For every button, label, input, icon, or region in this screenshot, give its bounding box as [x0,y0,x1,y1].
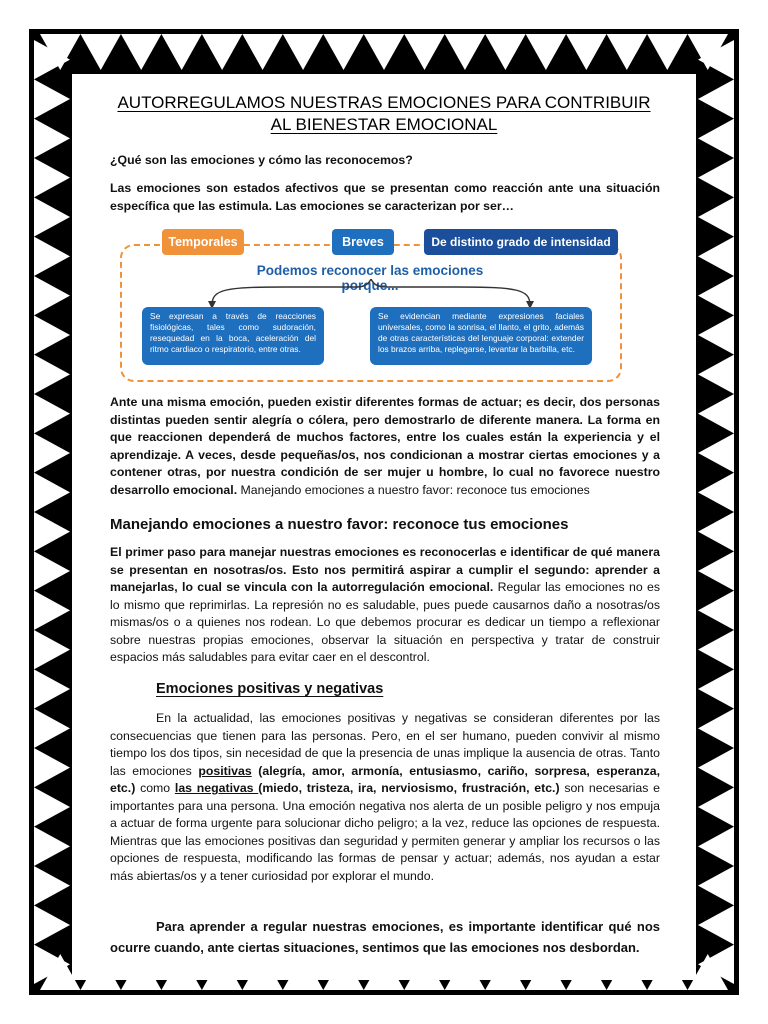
paragraph-actuar-tail: Manejando emociones a nuestro favor: reconoce tus emociones [237,482,590,497]
p3-positivas-list: (alegría, amor, armonía, entusiasmo, cariño, sorpresa, esperanza, etc.) [110,763,660,795]
p3-part-a: En la actualidad, las emociones positivas y negativas se consideran diferentes por las consecuencias que tienen para las personas. Pero, en el ser humano, pueden convivir al mismo tiempo los dos tipos, sin necesidad de que la presencia de unas implique la ausencia de otras. Tanto las emociones [110,711,660,778]
section-heading-manejando: Manejando emociones a nuestro favor: reconoce tus emociones [110,516,569,533]
p3-positivas: positivas [198,763,252,778]
p3-negativas: las negativas [174,781,259,795]
pill-intensidad: De distinto grado de intensidad [424,229,618,255]
paragraph-primer-paso-rest: Regular las emociones no es lo mismo que reprimirlas. La represión no es saludable, pues puede causarnos daño a nosotras/os mismas/os o a quienes nos rodean. Lo que debemos procurar es dedicar un tiempo a reflexionar sobre nuestras propias emociones, observar la situación en perspectiva y tratar de construir espacios más saludables para evitar caer en el descontrol. [110,580,660,664]
diagram-box-physiological: Se expresan a través de reacciones fisiológicas, tales como sudoración, resequedad en la boca, aceleración del ritmo cardiaco o respiratorio, entre otras. [142,307,324,365]
diagram-box-expressions: Se evidencian mediante expresiones faciales universales, como la sonrisa, el llanto, el grito, además de otras características del lenguaje corporal: extender los brazos arriba, replegarse, levantar la barbilla, etc. [370,307,592,365]
p3-part-e: son necesarias e importantes para una persona. Una emoción negativa nos alerta de un posible peligro y nos empuja a actuar de forma urgente para solucionar dicho peligro; a la vez, reduce las opciones de respuesta. Mientras que las emociones positivas dan seguridad y permiten generar y ampliar los recursos o las opciones de respuesta, modificando las formas de pensar y actuar; además, nos ayudan a estar más abiertas/os y a tener curiosidad por explorar el mundo. [110,781,660,883]
document-page [72,74,696,980]
paragraph-primer-paso [110,544,660,667]
intro-paragraph: Las emociones son estados afectivos que se presentan como reacción ante una situación específica que las estimula. Las emociones se caracterizan por ser… [110,181,660,213]
section-heading-positivas-negativas: Emociones positivas y negativas [156,681,384,697]
emotions-diagram [120,229,626,385]
title-line-2: AL BIENESTAR EMOCIONAL [270,115,498,134]
paragraph-regular-text: Para aprender a regular nuestras emociones, es importante identificar qué nos ocurre cuando, ante ciertas situaciones, sentimos que las emociones nos desbordan. [110,919,660,955]
paragraph-regular [110,916,660,958]
title-line-1: AUTORREGULAMOS NUESTRAS EMOCIONES PARA CONTRIBUIR [117,93,651,112]
paragraph-positivas-negativas [110,710,660,885]
paragraph-actuar [110,394,660,499]
pill-temporales: Temporales [162,229,244,255]
diagram-heading: Podemos reconocer las emociones porque... [256,263,484,293]
document-title [72,92,696,136]
p3-part-c: como [135,781,175,795]
question-heading: ¿Qué son las emociones y cómo las reconocemos? [110,153,413,167]
paragraph-actuar-bold: Ante una misma emoción, pueden existir diferentes formas de actuar; es decir, dos personas distintas pueden sentir alegría o cólera, pero demostrarlo de diferente manera. La forma en que reaccionen dependerá de muchos factores, entre los cuales están la experiencia y el aprendizaje. A veces, desde pequeñas/os, nos condicionan a mostrar ciertas emociones y a contener otras, por nuestra condición de ser mujer u hombre, lo cual no favorece nuestro desarrollo emocional. [110,395,660,497]
paragraph-primer-paso-bold: El primer paso para manejar nuestras emociones es reconocerlas e identificar de qué manera se presentan en nosotras/os. Esto nos permitirá aspirar a cumplir el segundo: aprender a manejarlas, lo cual se vincula con la autorregulación emocional. [110,545,660,594]
pill-breves: Breves [332,229,394,255]
p3-negativas-list: (miedo, tristeza, ira, nerviosismo, frustración, etc.) [258,781,560,795]
